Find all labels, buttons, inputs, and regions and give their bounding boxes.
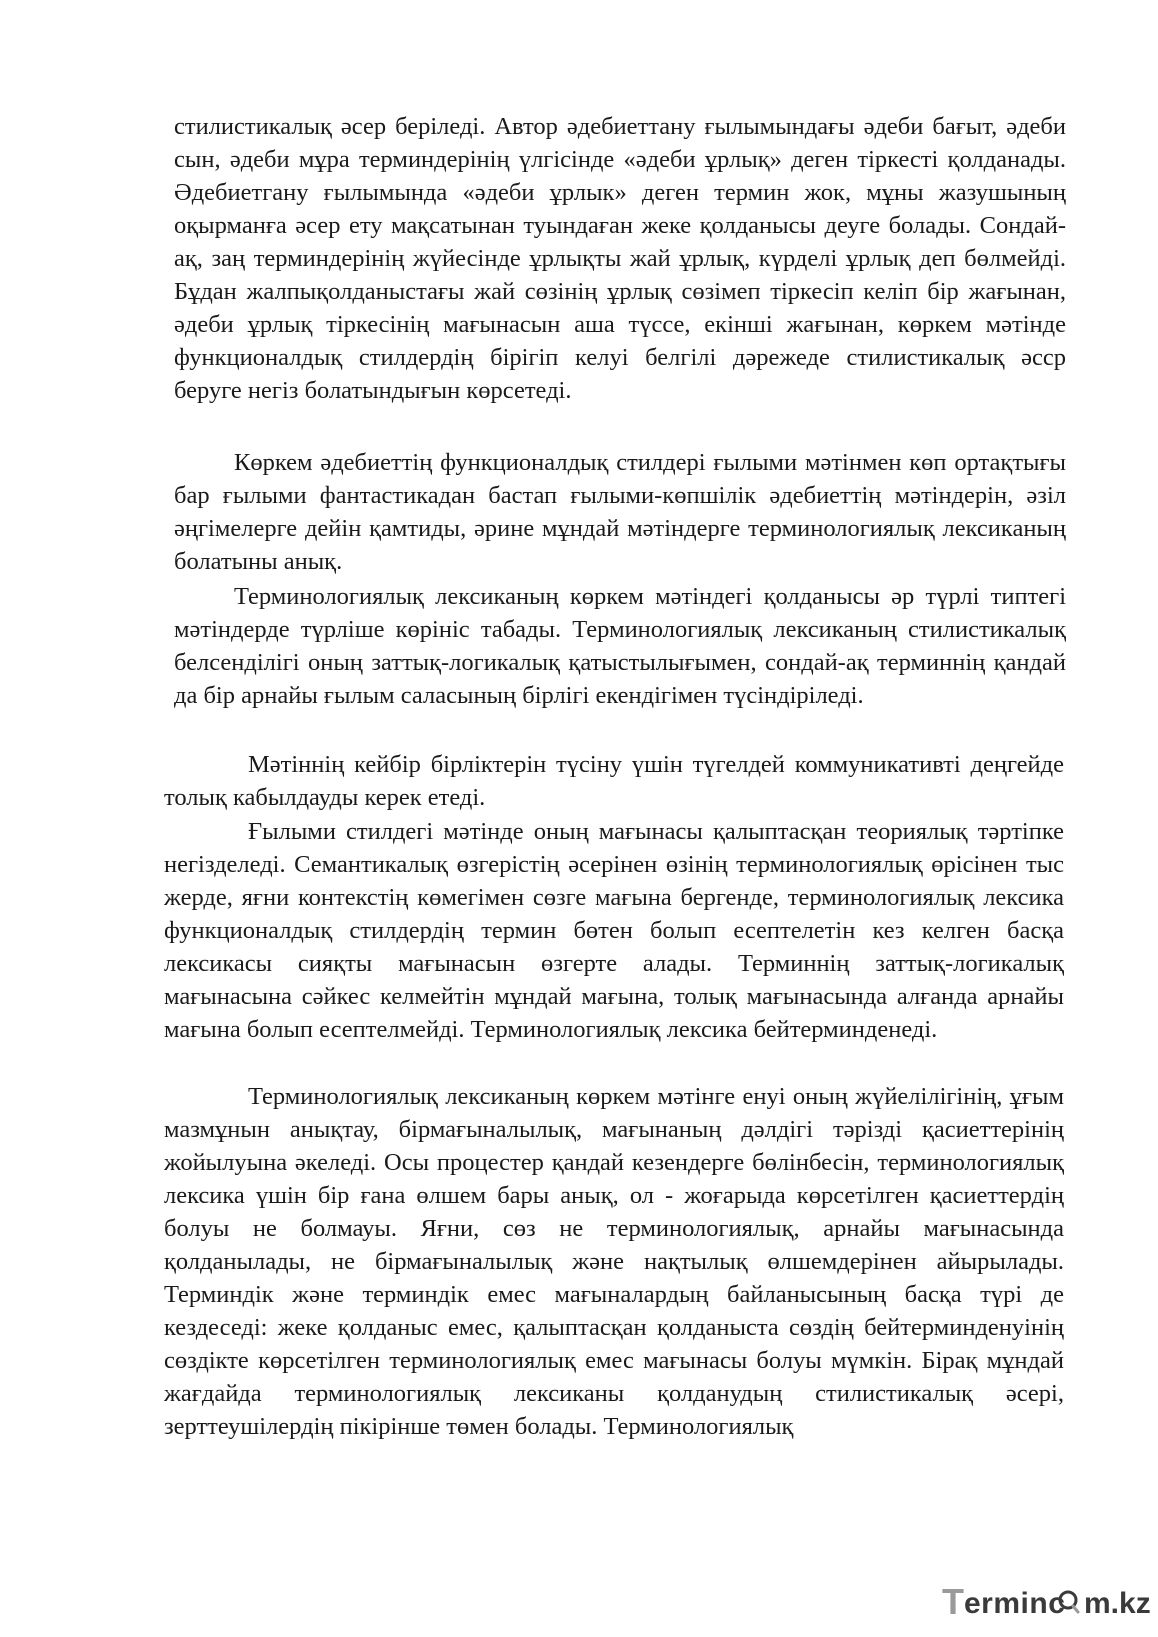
paragraph-4: Мәтіннің кейбір бірліктерін түсіну үшін түгелдей коммуникативті деңгейде толық кабылдауды керек етеді. xyxy=(164,751,1064,811)
logo-letter-t: T xyxy=(942,1581,964,1622)
termincom-watermark-logo xyxy=(942,1580,1151,1624)
logo-text-suffix: m.kz xyxy=(1084,1587,1151,1620)
magnifier-o-icon xyxy=(1058,1588,1080,1614)
paragraph-6: Терминологиялық лексиканың көркем мәтінге енуі оның жүйелілігінің, ұғым мазмұнын анықтау, бірмағыналылық, мағынаның дәлдігі тәрізді қасиеттерінің жойылуына әкеледі. Осы процестер қандай кезендерге бөлінбесін, терминологиялық лексика үшін бір ғана өлшем бары анық, ол - жоғарыда көрсетілген қасиеттердің болуы не болмауы. Яғни, сөз не терминологиялық, арнайы мағынасында қолданылады, не бірмағыналылық және нақтылық өлшемдерінен айырылады. Терминдік және терминдік емес мағыналардың байланысының басқа түрі де кездеседі: жеке қолданыс емес, қалыптасқан қолданыста сөздің бейтерминденуінің сөздікте көрсетілген терминологиялық емес мағынасы болуы мүмкін. Бірақ мұндай жағдайда терминологиялық лексиканы қолданудың стилистикалық әсері, зерттеушілердің пікірінше төмен болады. Терминологиялық xyxy=(164,1083,1064,1440)
paragraph-3: Терминологиялық лексиканың көркем мәтіндегі қолданысы әр түрлі типтегі мәтіндерде түрліше көрініс табады. Терминологиялық лексиканың стилистикалық белсенділігі оның заттық-логикалық қатыстылығымен, сондай-ақ терминнің қандай да бір арнайы ғылым саласының бірлігі екендігімен түсіндіріледі. xyxy=(174,583,1066,709)
paragraph-2: Көркем әдебиеттің функционалдық стилдері ғылыми мәтінмен көп ортақтығы бар ғылыми фантастикадан бастап ғылыми-көпшілік әдебиеттің мәтіндерін, әзіл әңгімелерге дейін қамтиды, әрине мұндай мәтіндерге терминологиялық лексиканың болатыны анық. xyxy=(174,449,1066,575)
paragraph-5: Ғылыми стилдегі мәтінде оның мағынасы қалыптасқан теориялық тәртіпке негізделеді. Семантикалық өзгерістің әсерінен өзінің терминологиялық өрісінен тыс жерде, яғни контекстің көмегімен сөзге мағына бергенде, терминологиялық лексика функционалдық стилдердің термин бөтен болып есептелетін кез келген басқа лексикасы сияқты мағынасын өзгерте алады. Терминнің заттық-логикалық мағынасына сәйкес келмейтін мұндай мағына, толық мағынасында алғанда арнайы мағына болып есептелмейді. Терминологиялық лексика бейтерминденеді. xyxy=(164,818,1064,1043)
paragraph-1: стилистикалық әсер беріледі. Автор әдебиеттану ғылымындағы әдеби бағыт, әдеби сын, әдеби мұра терминдерінің үлгісінде «әдеби ұрлық» деген тіркесті қолданады. Әдебиетгану ғылымында «әдеби ұрлык» деген термин жок, мұны жазушының оқырманға әсер ету мақсатынан туындаған жеке қолданысы деуге болады. Сондай-ақ, заң терминдерінің жүйесінде ұрлықты жай ұрлық, күрделі ұрлық деп бөлмейді. Бұдан жалпықолданыстағы жай сөзінің ұрлық сөзімеп тіркесіп келіп бір жағынан, әдеби ұрлық тіркесінің мағынасын аша түссе, екінші жағынан, көркем мәтінде функционалдық стилдердің бірігіп келуі белгілі дәрежеде стилистикалық әсср беруге негіз болатындығын көрсетеді. xyxy=(174,113,1066,404)
logo-text-middle: erminc xyxy=(964,1587,1066,1620)
